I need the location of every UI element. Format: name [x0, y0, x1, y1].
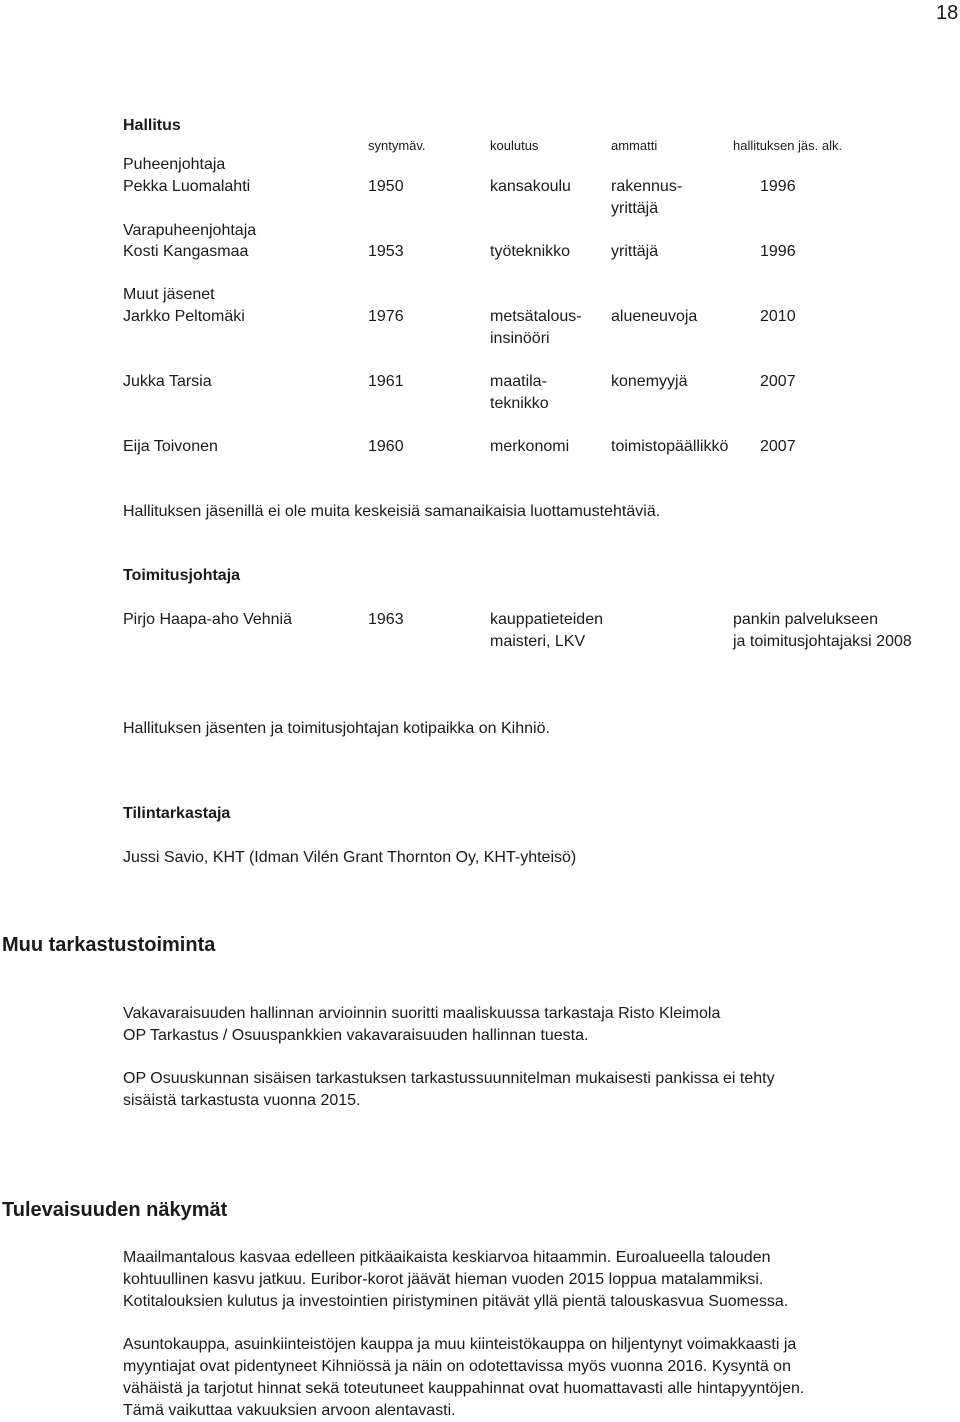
ceo-career-line1: pankin palvelukseen — [733, 611, 878, 628]
vice-chair-birth: 1953 — [368, 243, 404, 260]
member-birth: 1960 — [368, 438, 404, 455]
board-heading: Hallitus — [123, 117, 181, 134]
member-birth: 1961 — [368, 373, 404, 390]
chair-occupation-line1: rakennus- — [611, 178, 683, 195]
ceo-education-line1: kauppatieteiden — [490, 611, 603, 628]
outlook-paragraph-2 — [123, 1334, 804, 1422]
column-header-birth: syntymäv. — [368, 138, 426, 153]
chair-since: 1996 — [760, 178, 796, 195]
chair-role: Puheenjohtaja — [123, 156, 226, 173]
column-header-education: koulutus — [490, 138, 539, 153]
member-education: merkonomi — [490, 438, 570, 455]
vice-chair-occupation: yrittäjä — [611, 243, 659, 260]
paragraph-line: OP Osuuskunnan sisäisen tarkastuksen tarkastussuunnitelman mukaisesti pankissa ei tehty — [123, 1070, 775, 1087]
column-header-occupation: ammatti — [611, 138, 658, 153]
ceo-name: Pirjo Haapa-aho Vehniä — [123, 611, 293, 628]
paragraph-line: OP Tarkastus / Osuuspankkien vakavaraisuuden hallinnan tuesta. — [123, 1027, 589, 1044]
ceo-birth: 1963 — [368, 611, 404, 628]
vice-chair-role: Varapuheenjohtaja — [123, 222, 257, 239]
member-occupation: toimistopäällikkö — [611, 438, 729, 455]
ceo-education-line2: maisteri, LKV — [490, 633, 586, 650]
member-name: Jarkko Peltomäki — [123, 308, 245, 325]
paragraph-line: Tämä vaikuttaa vakuuksien arvoon alentavasti. — [123, 1402, 456, 1419]
member-education-line2: teknikko — [490, 395, 549, 412]
vice-chair-since: 1996 — [760, 243, 796, 260]
chair-birth: 1950 — [368, 178, 404, 195]
paragraph-line: Vakavaraisuuden hallinnan arvioinnin suoritti maaliskuussa tarkastaja Risto Kleimola — [123, 1005, 721, 1022]
paragraph-line: myyntiajat ovat pidentyneet Kihniössä ja näin on odotettavissa myös vuonna 2016. Kysyntä on — [123, 1358, 791, 1375]
ceo-career-line2: ja toimitusjohtajaksi 2008 — [733, 633, 912, 650]
vice-chair-education: työteknikko — [490, 243, 571, 260]
outlook-paragraph-1 — [123, 1247, 788, 1313]
other-members-label: Muut jäsenet — [123, 286, 215, 303]
auditor-heading: Tilintarkastaja — [123, 805, 231, 822]
member-since: 2010 — [760, 308, 796, 325]
other-audit-paragraph-2 — [123, 1068, 775, 1112]
member-name: Eija Toivonen — [123, 438, 218, 455]
paragraph-line: Maailmantalous kasvaa edelleen pitkäaikaista keskiarvoa hitaammin. Euroalueella talouden — [123, 1249, 771, 1266]
other-audit-paragraph-1 — [123, 1003, 720, 1047]
column-header-board-since: hallituksen jäs. alk. — [733, 138, 843, 153]
chair-education: kansakoulu — [490, 178, 571, 195]
member-occupation: konemyyjä — [611, 373, 688, 390]
member-birth: 1976 — [368, 308, 404, 325]
paragraph-line: Kotitalouksien kulutus ja investointien piristyminen pitävät yllä pientä talouskasvua Suomessa. — [123, 1293, 789, 1310]
chair-occupation-line2: yrittäjä — [611, 200, 659, 217]
paragraph-line: kohtuullinen kasvu jatkuu. Euribor-korot jäävät hieman vuoden 2015 loppua matalammiksi. — [123, 1271, 764, 1288]
domicile-note: Hallituksen jäsenten ja toimitusjohtajan kotipaikka on Kihniö. — [123, 720, 550, 737]
auditor-text: Jussi Savio, KHT (Idman Vilén Grant Thornton Oy, KHT-yhteisö) — [123, 849, 577, 866]
member-education-line1: metsätalous- — [490, 308, 582, 325]
outlook-heading: Tulevaisuuden näkymät — [2, 1199, 228, 1221]
member-education-line1: maatila- — [490, 373, 547, 390]
paragraph-line: sisäistä tarkastusta vuonna 2015. — [123, 1092, 361, 1109]
vice-chair-name: Kosti Kangasmaa — [123, 243, 249, 260]
member-since: 2007 — [760, 373, 796, 390]
board-note: Hallituksen jäsenillä ei ole muita keskeisiä samanaikaisia luottamustehtäviä. — [123, 503, 661, 520]
paragraph-line: vähäistä ja tarjotut hinnat sekä toteutuneet kauppahinnat ovat huomattavasti alle hintapyyntöjen. — [123, 1380, 805, 1397]
member-since: 2007 — [760, 438, 796, 455]
member-occupation: alueneuvoja — [611, 308, 698, 325]
page-number: 18 — [936, 2, 959, 24]
paragraph-line: Asuntokauppa, asuinkiinteistöjen kauppa ja muu kiinteistökauppa on hiljentynyt voimakkaasti ja — [123, 1336, 797, 1353]
member-education-line2: insinööri — [490, 330, 550, 347]
member-name: Jukka Tarsia — [123, 373, 212, 390]
ceo-heading: Toimitusjohtaja — [123, 567, 241, 584]
other-audit-heading: Muu tarkastustoiminta — [2, 934, 216, 956]
chair-name: Pekka Luomalahti — [123, 178, 251, 195]
